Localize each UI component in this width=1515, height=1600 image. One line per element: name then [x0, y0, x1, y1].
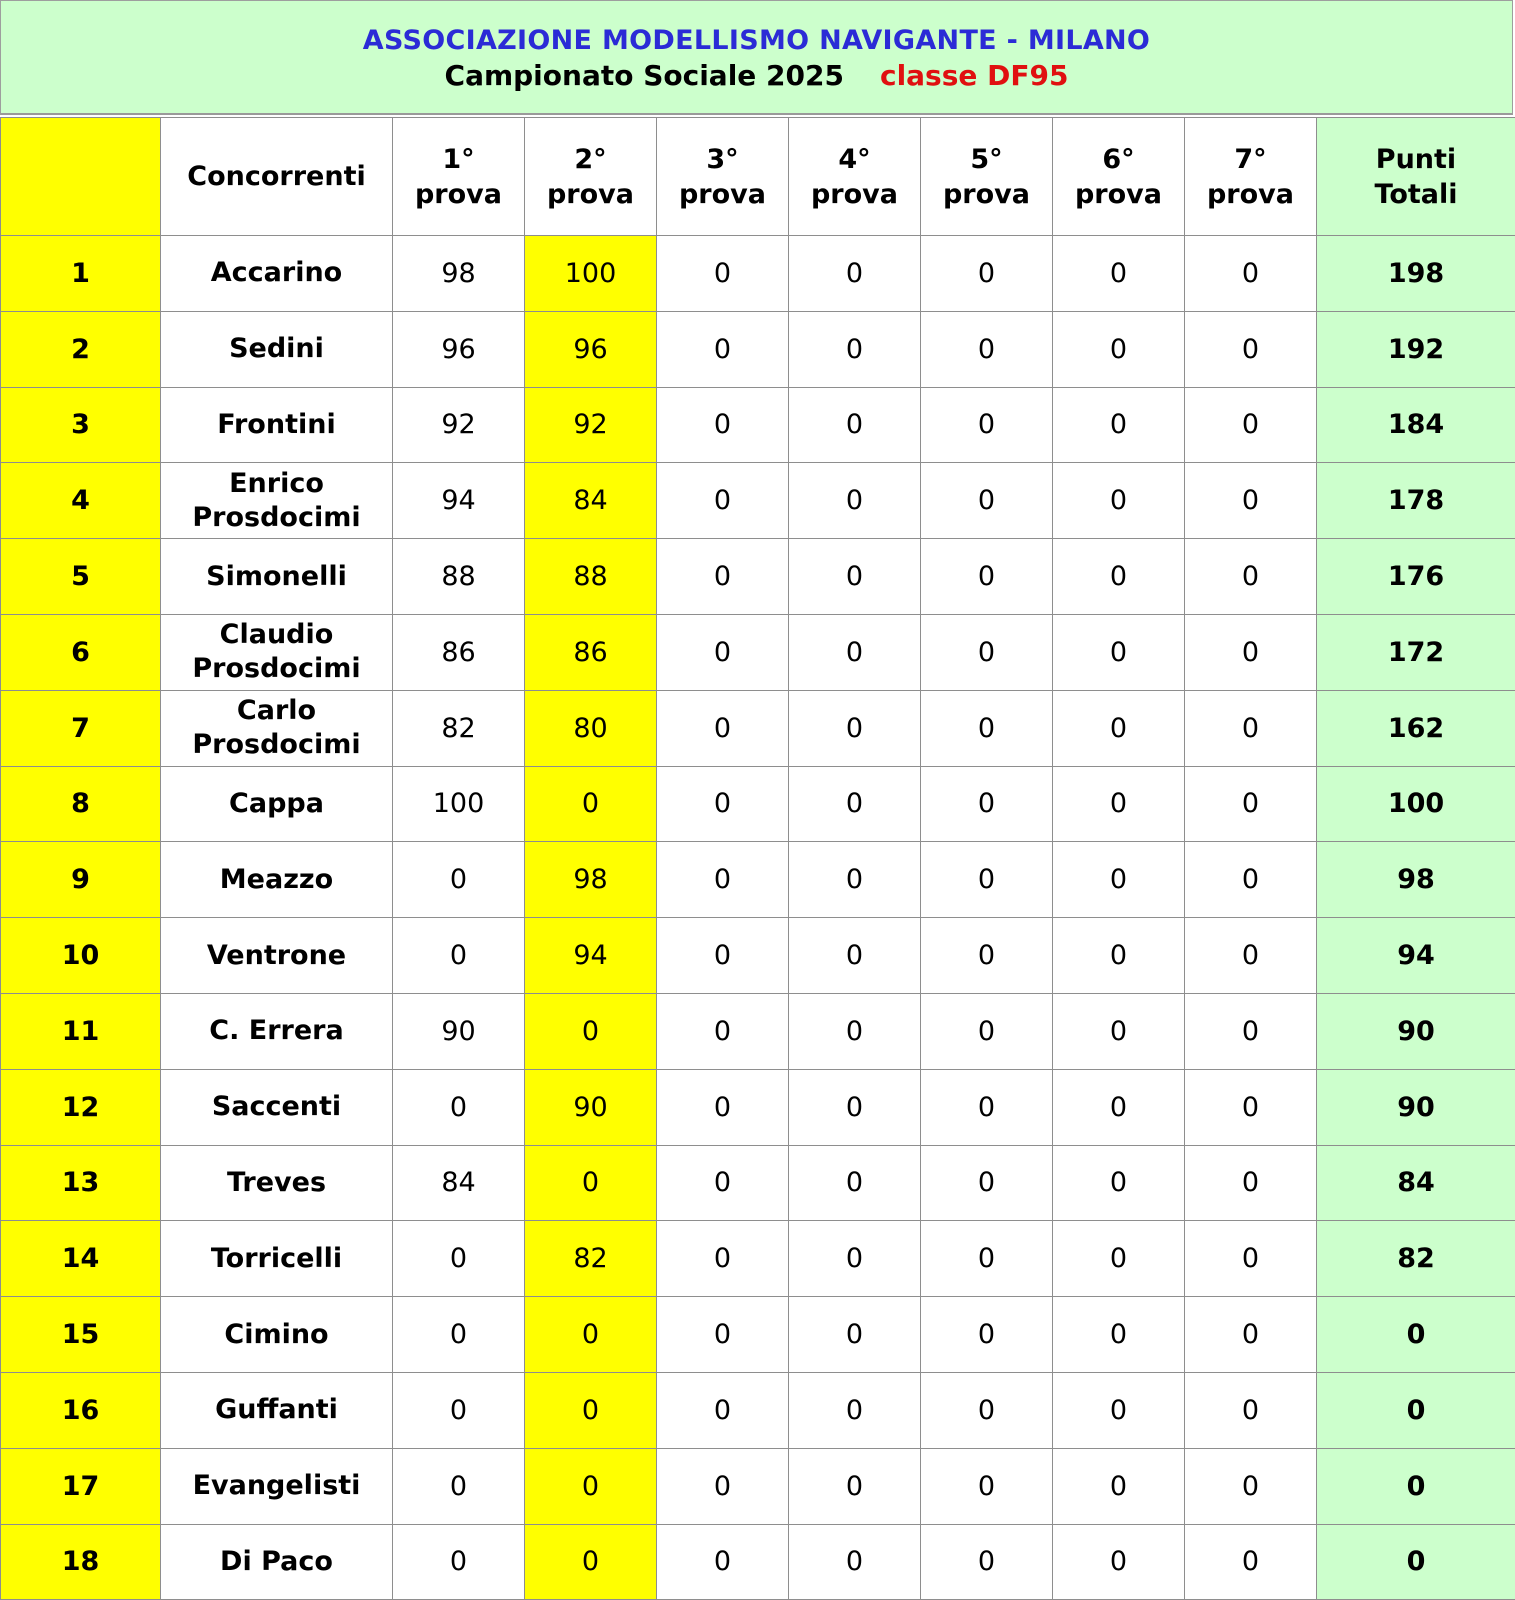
- race-6-score-cell: 0: [1053, 387, 1185, 463]
- race-1-score-cell: 82: [393, 690, 525, 766]
- total-points-cell: 84: [1317, 1145, 1515, 1221]
- competitor-name-cell: [161, 614, 393, 690]
- race-2-score-cell: 0: [525, 993, 657, 1069]
- competitor-name-part: Frontini: [217, 408, 336, 440]
- rank-cell: 3: [1, 387, 161, 463]
- race-4-score-cell: 0: [789, 1069, 921, 1145]
- race-4-score-cell: 0: [789, 918, 921, 994]
- competitor-name-cell: [161, 1372, 393, 1448]
- race-1-score-cell: 84: [393, 1145, 525, 1221]
- race-3-score-cell: 0: [657, 842, 789, 918]
- race-6-score-cell: 0: [1053, 993, 1185, 1069]
- race-4-score-cell: 0: [789, 842, 921, 918]
- race-7-score-cell: 0: [1185, 311, 1317, 387]
- race-3-score-cell: 0: [657, 236, 789, 312]
- race-4-score-cell: 0: [789, 1524, 921, 1600]
- race-6-score-cell: 0: [1053, 690, 1185, 766]
- race-7-score-cell: 0: [1185, 766, 1317, 842]
- race-4-score-cell: 0: [789, 1448, 921, 1524]
- competitor-name-part: Prosdocimi: [192, 501, 361, 533]
- competitor-name-cell: [161, 1069, 393, 1145]
- competitor-name-part: Treves: [226, 1166, 327, 1198]
- race-3-score-cell: 0: [657, 1145, 789, 1221]
- competitor-name-part: Cappa: [229, 787, 324, 819]
- race-6-score-cell: 0: [1053, 1448, 1185, 1524]
- competitor-name-cell: [161, 842, 393, 918]
- competitor-name-cell: [161, 1524, 393, 1600]
- race-7-score-cell: 0: [1185, 1448, 1317, 1524]
- race-5-score-cell: 0: [921, 1221, 1053, 1297]
- race-5-score-cell: 0: [921, 842, 1053, 918]
- table-row: [1, 1221, 1515, 1297]
- rank-cell: 9: [1, 842, 161, 918]
- race-7-score-cell: 0: [1185, 993, 1317, 1069]
- race-1-score-cell: 98: [393, 236, 525, 312]
- race-7-score-cell: 0: [1185, 387, 1317, 463]
- total-points-cell: 192: [1317, 311, 1515, 387]
- race-6-score-cell: 0: [1053, 918, 1185, 994]
- competitor-name-part: Carlo: [236, 695, 317, 727]
- competitor-name-part: Claudio: [219, 619, 334, 651]
- competitor-name-part: Simonelli: [206, 560, 347, 592]
- race-3-score-cell: 0: [657, 614, 789, 690]
- rank-cell: 6: [1, 614, 161, 690]
- race-3-score-cell: 0: [657, 311, 789, 387]
- competitor-name-cell: [161, 766, 393, 842]
- championship-subtitle: [1, 59, 1512, 92]
- table-row: [1, 539, 1515, 615]
- race-3-score-cell: 0: [657, 993, 789, 1069]
- race-7-score-cell: 0: [1185, 1524, 1317, 1600]
- race-7-score-cell: 0: [1185, 1221, 1317, 1297]
- total-points-cell: 98: [1317, 842, 1515, 918]
- rank-cell: 17: [1, 1448, 161, 1524]
- rank-cell: 16: [1, 1372, 161, 1448]
- total-points-cell: 162: [1317, 690, 1515, 766]
- race-4-score-cell: 0: [789, 311, 921, 387]
- table-row: [1, 311, 1515, 387]
- race-1-score-cell: 96: [393, 311, 525, 387]
- competitor-name-cell: [161, 918, 393, 994]
- competitor-name-part: Accarino: [210, 257, 343, 289]
- race-1-score-cell: 100: [393, 766, 525, 842]
- race-6-score-cell: 0: [1053, 1069, 1185, 1145]
- competitor-name-cell: [161, 463, 393, 539]
- total-points-cell: 0: [1317, 1297, 1515, 1373]
- class-label: classe DF95: [879, 59, 1069, 92]
- total-points-cell: 100: [1317, 766, 1515, 842]
- race-6-score-cell: 0: [1053, 311, 1185, 387]
- race-5-score-cell: 0: [921, 463, 1053, 539]
- race-4-score-cell: 0: [789, 387, 921, 463]
- race-3-score-cell: 0: [657, 1297, 789, 1373]
- rank-cell: 2: [1, 311, 161, 387]
- race-3-score-cell: 0: [657, 1524, 789, 1600]
- table-row: [1, 690, 1515, 766]
- rank-cell: 12: [1, 1069, 161, 1145]
- race-3-score-cell: 0: [657, 1069, 789, 1145]
- competitor-name-cell: [161, 311, 393, 387]
- total-points-cell: 90: [1317, 993, 1515, 1069]
- race-4-score-cell: 0: [789, 539, 921, 615]
- race-4-header: 4° prova: [789, 118, 921, 236]
- rank-cell: 13: [1, 1145, 161, 1221]
- race-2-score-cell: 0: [525, 1297, 657, 1373]
- race-4-score-cell: 0: [789, 1145, 921, 1221]
- standings-body: [1, 236, 1515, 1600]
- race-1-score-cell: 92: [393, 387, 525, 463]
- competitor-name-cell: [161, 539, 393, 615]
- race-2-score-cell: 0: [525, 1524, 657, 1600]
- total-points-cell: 176: [1317, 539, 1515, 615]
- race-5-score-cell: 0: [921, 1297, 1053, 1373]
- race-4-score-cell: 0: [789, 614, 921, 690]
- race-1-score-cell: 0: [393, 1069, 525, 1145]
- race-5-score-cell: 0: [921, 1069, 1053, 1145]
- race-5-score-cell: 0: [921, 766, 1053, 842]
- total-points-cell: 184: [1317, 387, 1515, 463]
- race-1-score-cell: 90: [393, 993, 525, 1069]
- race-5-score-cell: 0: [921, 311, 1053, 387]
- race-7-score-cell: 0: [1185, 1145, 1317, 1221]
- race-3-score-cell: 0: [657, 1372, 789, 1448]
- competitor-name-cell: [161, 1221, 393, 1297]
- table-row: [1, 463, 1515, 539]
- race-3-score-cell: 0: [657, 463, 789, 539]
- race-7-score-cell: 0: [1185, 463, 1317, 539]
- competitor-name-part: C. Errera: [209, 1015, 344, 1047]
- race-4-score-cell: 0: [789, 766, 921, 842]
- table-row: [1, 1524, 1515, 1600]
- race-2-score-cell: 0: [525, 1448, 657, 1524]
- competitor-name-part: Di Paco: [220, 1545, 333, 1577]
- rank-cell: 5: [1, 539, 161, 615]
- race-6-score-cell: 0: [1053, 1524, 1185, 1600]
- race-3-score-cell: 0: [657, 1448, 789, 1524]
- race-3-score-cell: 0: [657, 387, 789, 463]
- competitor-name-cell: [161, 690, 393, 766]
- competitor-name-part: Saccenti: [211, 1091, 342, 1123]
- race-5-score-cell: 0: [921, 918, 1053, 994]
- race-3-header: 3° prova: [657, 118, 789, 236]
- table-row: [1, 1145, 1515, 1221]
- total-points-cell: 82: [1317, 1221, 1515, 1297]
- table-row: [1, 918, 1515, 994]
- competitor-name-cell: [161, 1297, 393, 1373]
- competitor-name-cell: [161, 387, 393, 463]
- competitor-name-part: Enrico: [229, 467, 324, 499]
- total-points-cell: 90: [1317, 1069, 1515, 1145]
- competitor-name-part: Ventrone: [206, 939, 347, 971]
- race-2-score-cell: 94: [525, 918, 657, 994]
- race-6-score-cell: 0: [1053, 1372, 1185, 1448]
- race-5-score-cell: 0: [921, 1524, 1053, 1600]
- race-5-score-cell: 0: [921, 614, 1053, 690]
- race-6-score-cell: 0: [1053, 614, 1185, 690]
- race-4-score-cell: 0: [789, 690, 921, 766]
- rank-cell: 14: [1, 1221, 161, 1297]
- race-6-score-cell: 0: [1053, 1145, 1185, 1221]
- race-5-score-cell: 0: [921, 993, 1053, 1069]
- table-row: [1, 614, 1515, 690]
- race-4-score-cell: 0: [789, 1221, 921, 1297]
- total-points-cell: 0: [1317, 1448, 1515, 1524]
- race-2-score-cell: 92: [525, 387, 657, 463]
- race-6-score-cell: 0: [1053, 236, 1185, 312]
- competitor-name-part: Sedini: [229, 333, 324, 365]
- race-6-score-cell: 0: [1053, 1297, 1185, 1373]
- total-points-cell: 198: [1317, 236, 1515, 312]
- race-7-score-cell: 0: [1185, 539, 1317, 615]
- race-7-score-cell: 0: [1185, 690, 1317, 766]
- race-5-score-cell: 0: [921, 690, 1053, 766]
- total-points-cell: 94: [1317, 918, 1515, 994]
- total-points-cell: 178: [1317, 463, 1515, 539]
- race-7-score-cell: 0: [1185, 236, 1317, 312]
- race-3-score-cell: 0: [657, 539, 789, 615]
- total-points-cell: 172: [1317, 614, 1515, 690]
- race-7-score-cell: 0: [1185, 842, 1317, 918]
- competitor-name-part: Prosdocimi: [192, 653, 361, 685]
- race-2-score-cell: 0: [525, 1372, 657, 1448]
- table-row: [1, 1448, 1515, 1524]
- race-3-score-cell: 0: [657, 690, 789, 766]
- race-5-header: 5° prova: [921, 118, 1053, 236]
- rank-cell: 10: [1, 918, 161, 994]
- race-1-score-cell: 0: [393, 1448, 525, 1524]
- competitor-name-cell: [161, 1145, 393, 1221]
- race-3-score-cell: 0: [657, 766, 789, 842]
- race-2-score-cell: 86: [525, 614, 657, 690]
- race-2-score-cell: 84: [525, 463, 657, 539]
- race-5-score-cell: 0: [921, 1448, 1053, 1524]
- table-row: [1, 1297, 1515, 1373]
- table-row: [1, 236, 1515, 312]
- race-4-score-cell: 0: [789, 993, 921, 1069]
- race-5-score-cell: 0: [921, 539, 1053, 615]
- race-3-score-cell: 0: [657, 1221, 789, 1297]
- race-1-score-cell: 94: [393, 463, 525, 539]
- race-1-header: 1° prova: [393, 118, 525, 236]
- race-6-score-cell: 0: [1053, 463, 1185, 539]
- race-1-score-cell: 0: [393, 842, 525, 918]
- rank-cell: 4: [1, 463, 161, 539]
- competitor-name-part: Cimino: [224, 1318, 329, 1350]
- rank-header: [1, 118, 161, 236]
- race-6-score-cell: 0: [1053, 766, 1185, 842]
- competitor-name-cell: [161, 236, 393, 312]
- race-2-score-cell: 82: [525, 1221, 657, 1297]
- standings-table: [0, 117, 1515, 1600]
- race-2-header: 2° prova: [525, 118, 657, 236]
- table-row: [1, 1372, 1515, 1448]
- race-7-score-cell: 0: [1185, 918, 1317, 994]
- race-2-score-cell: 98: [525, 842, 657, 918]
- race-1-score-cell: 0: [393, 1297, 525, 1373]
- competitor-name-part: Prosdocimi: [192, 729, 361, 761]
- race-2-score-cell: 90: [525, 1069, 657, 1145]
- race-6-score-cell: 0: [1053, 842, 1185, 918]
- race-2-score-cell: 88: [525, 539, 657, 615]
- rank-cell: 11: [1, 993, 161, 1069]
- competitor-name-part: Torricelli: [210, 1242, 343, 1274]
- race-6-header: 6° prova: [1053, 118, 1185, 236]
- total-points-cell: 0: [1317, 1524, 1515, 1600]
- competitor-name-cell: [161, 993, 393, 1069]
- table-row: [1, 842, 1515, 918]
- race-1-score-cell: 88: [393, 539, 525, 615]
- race-5-score-cell: 0: [921, 1372, 1053, 1448]
- race-4-score-cell: 0: [789, 1372, 921, 1448]
- association-title: ASSOCIAZIONE MODELLISMO NAVIGANTE - MILANO: [362, 25, 1151, 56]
- championship-name: Campionato Sociale 2025: [444, 59, 844, 92]
- header-row: [1, 118, 1515, 236]
- race-7-score-cell: 0: [1185, 1372, 1317, 1448]
- race-1-score-cell: 0: [393, 1372, 525, 1448]
- race-1-score-cell: 0: [393, 918, 525, 994]
- title-banner: [0, 0, 1513, 115]
- total-points-cell: 0: [1317, 1372, 1515, 1448]
- table-row: [1, 1069, 1515, 1145]
- competitor-name-part: Guffanti: [215, 1394, 338, 1426]
- race-1-score-cell: 86: [393, 614, 525, 690]
- rank-cell: 15: [1, 1297, 161, 1373]
- race-7-score-cell: 0: [1185, 614, 1317, 690]
- race-2-score-cell: 0: [525, 766, 657, 842]
- rank-cell: 18: [1, 1524, 161, 1600]
- rank-cell: 1: [1, 236, 161, 312]
- rank-cell: 7: [1, 690, 161, 766]
- race-4-score-cell: 0: [789, 463, 921, 539]
- race-6-score-cell: 0: [1053, 539, 1185, 615]
- race-5-score-cell: 0: [921, 236, 1053, 312]
- total-points-header: Punti Totali: [1317, 118, 1515, 236]
- race-1-score-cell: 0: [393, 1524, 525, 1600]
- race-1-score-cell: 0: [393, 1221, 525, 1297]
- race-2-score-cell: 100: [525, 236, 657, 312]
- competitor-name-cell: [161, 1448, 393, 1524]
- race-4-score-cell: 0: [789, 1297, 921, 1373]
- competitor-name-part: Evangelisti: [192, 1470, 361, 1502]
- rank-cell: 8: [1, 766, 161, 842]
- competitor-name-part: Meazzo: [219, 863, 334, 895]
- race-7-header: 7° prova: [1185, 118, 1317, 236]
- table-row: [1, 993, 1515, 1069]
- race-6-score-cell: 0: [1053, 1221, 1185, 1297]
- table-row: [1, 766, 1515, 842]
- race-7-score-cell: 0: [1185, 1069, 1317, 1145]
- race-3-score-cell: 0: [657, 918, 789, 994]
- race-4-score-cell: 0: [789, 236, 921, 312]
- table-row: [1, 387, 1515, 463]
- race-2-score-cell: 0: [525, 1145, 657, 1221]
- competitors-header: Concorrenti: [161, 118, 393, 236]
- race-5-score-cell: 0: [921, 387, 1053, 463]
- race-5-score-cell: 0: [921, 1145, 1053, 1221]
- race-2-score-cell: 96: [525, 311, 657, 387]
- race-7-score-cell: 0: [1185, 1297, 1317, 1373]
- race-2-score-cell: 80: [525, 690, 657, 766]
